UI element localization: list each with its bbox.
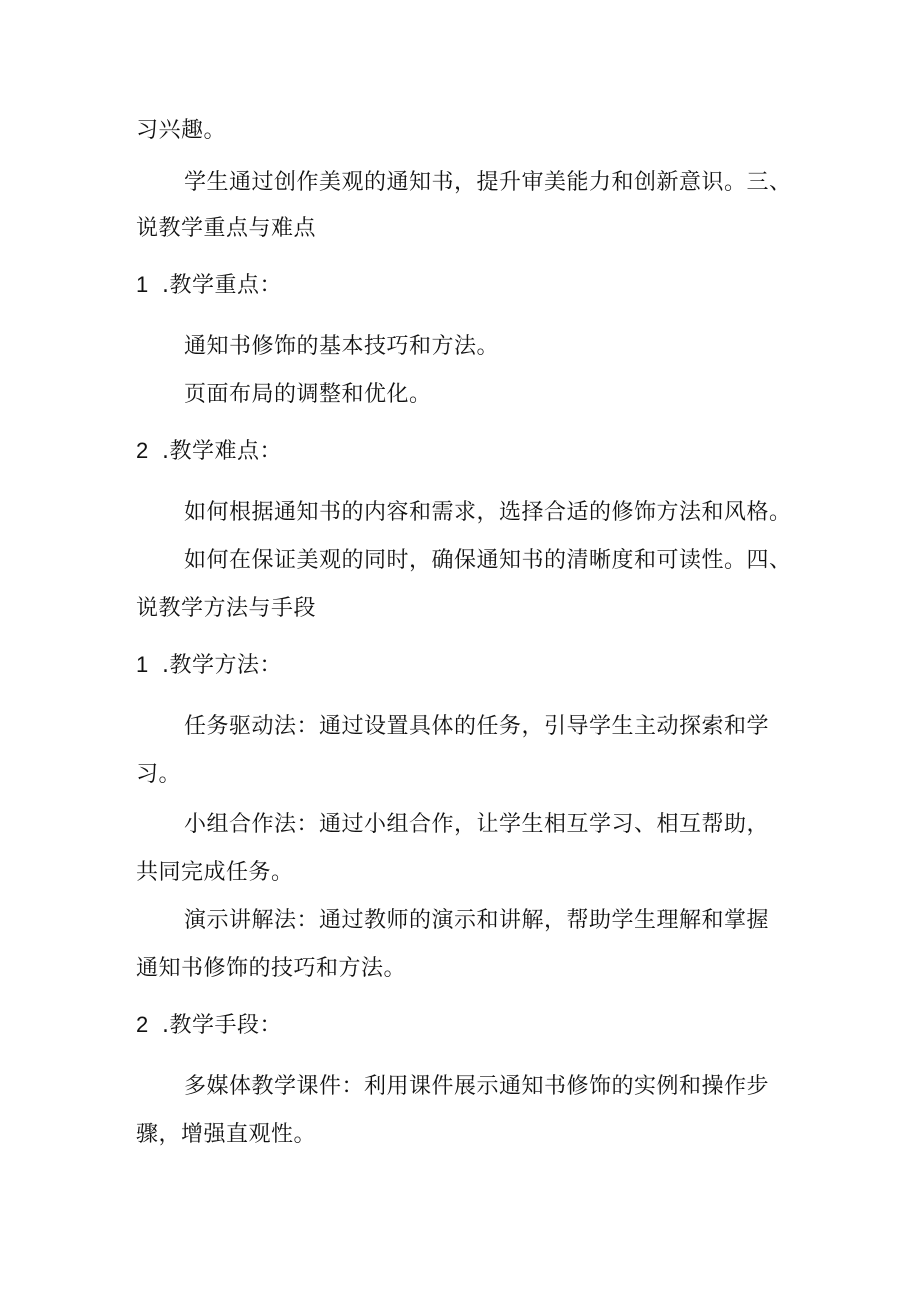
- subheading-teaching-difficulty: 2 .教学难点：: [136, 438, 282, 464]
- section-heading: 说教学重点与难点: [136, 216, 317, 241]
- paragraph-line: 共同完成任务。: [136, 860, 294, 885]
- paragraph-line: 骤，增强直观性。: [136, 1122, 317, 1147]
- paragraph-line: 页面布局的调整和优化。: [184, 382, 432, 407]
- paragraph-line: 多媒体教学课件：利用课件展示通知书修饰的实例和操作步: [184, 1074, 770, 1099]
- paragraph-line: 如何在保证美观的同时，确保通知书的清晰度和可读性。四、: [184, 548, 792, 573]
- subheading-teaching-method: 1 .教学方法：: [136, 652, 282, 678]
- paragraph-line: 习兴趣。: [136, 118, 227, 143]
- subheading-teaching-means: 2 .教学手段：: [136, 1012, 282, 1038]
- paragraph-line: 如何根据通知书的内容和需求，选择合适的修饰方法和风格。: [184, 500, 792, 525]
- paragraph-line: 演示讲解法：通过教师的演示和讲解，帮助学生理解和掌握: [184, 908, 770, 933]
- paragraph-line: 通知书修饰的技巧和方法。: [136, 956, 407, 981]
- paragraph-line: 学生通过创作美观的通知书，提升审美能力和创新意识。三、: [184, 170, 792, 195]
- paragraph-line: 小组合作法：通过小组合作，让学生相互学习、相互帮助，: [184, 812, 770, 837]
- subheading-teaching-focus: 1 .教学重点：: [136, 272, 282, 298]
- paragraph-line: 通知书修饰的基本技巧和方法。: [184, 334, 500, 359]
- paragraph-line: 任务驱动法：通过设置具体的任务，引导学生主动探索和学: [184, 714, 770, 739]
- section-heading: 说教学方法与手段: [136, 596, 317, 621]
- paragraph-line: 习。: [136, 762, 182, 787]
